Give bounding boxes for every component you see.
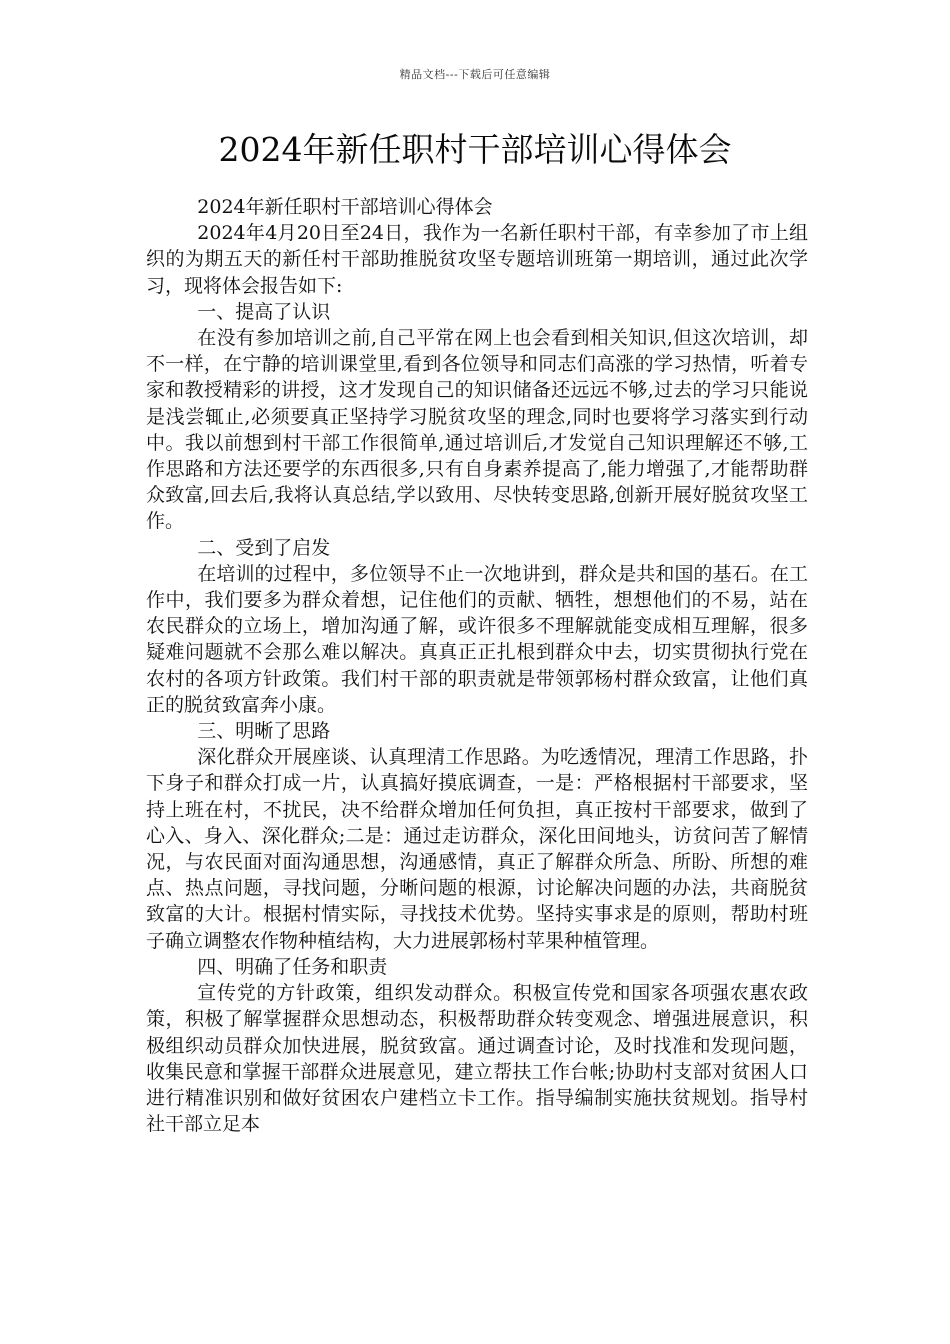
section-heading-1: 一、提高了认识 bbox=[197, 300, 331, 323]
section-body-1: 在没有参加培训之前,自己平常在网上也会看到相关知识,但这次培训，却不一样，在宁静的培训课堂里,看到各位领导和同志们高涨的学习热情，听着专家和教授精彩的讲授，这才发现自己的知识储备还远远不够,过去的学习只能说是浅尝辄止,必须要真正坚持学习脱贫攻坚的理念,同时也要将学习落实到行动中。我以前想到村干部工作很简单,通过培训后,才发觉自己知识理解还不够,工作思路和方法还要学的东西很多,只有自身素养提高了,能力增强了,才能帮助群众致富,回去后,我将认真总结,学以致用、尽快转变思路,创新开展好脱贫攻坚工作。 bbox=[146, 327, 808, 533]
section-body-3: 深化群众开展座谈、认真理清工作思路。为吃透情况，理清工作思路，扑下身子和群众打成一片，认真搞好摸底调查，一是：严格根据村干部要求，坚持上班在村，不扰民，决不给群众增加任何负担，真正按村干部要求，做到了心入、身入、深化群众;二是：通过走访群众，深化田间地头，访贫问苦了解情况，与农民面对面沟通思想，沟通感情，真正了解群众所急、所盼、所想的难点、热点问题，寻找问题，分晰问题的根源，讨论解决问题的办法，共商脱贫致富的大计。根据村情实际，寻找技术优势。坚持实事求是的原则，帮助村班子确立调整农作物种植结构，大力进展郭杨村苹果种植管理。 bbox=[146, 746, 808, 952]
section-body-2: 在培训的过程中，多位领导不止一次地讲到，群众是共和国的基石。在工作中，我们要多为群众着想，记住他们的贡献、牺牲，想想他们的不易，站在农民群众的立场上，增加沟通了解，或许很多不理解就能变成相互理解，很多疑难问题就不会那么难以解决。真真正正扎根到群众中去，切实贯彻执行党在农村的各项方针政策。我们村干部的职责就是带领郭杨村群众致富，让他们真正的脱贫致富奔小康。 bbox=[146, 562, 808, 716]
section-heading-3: 三、明晰了思路 bbox=[197, 720, 331, 743]
document-body bbox=[146, 194, 808, 1137]
document-title: 2024年新任职村干部培训心得体会 bbox=[218, 130, 732, 169]
section-heading-2: 二、受到了启发 bbox=[197, 536, 331, 559]
document-subtitle: 2024年新任职村干部培训心得体会 bbox=[197, 196, 493, 218]
header-note: 精品文档---下载后可任意编辑 bbox=[399, 68, 551, 81]
section-body-4: 宣传党的方针政策，组织发动群众。积极宣传党和国家各项强农惠农政策，积极了解掌握群众思想动态，积极帮助群众转变观念、增强进展意识，积极组织动员群众加快进展，脱贫致富。通过调查讨论，及时找准和发现问题，收集民意和掌握干部群众进展意见，建立帮扶工作台帐;协助村支部对贫困人口进行精准识别和做好贫困农户建档立卡工作。指导编制实施扶贫规划。指导村社干部立足本 bbox=[146, 982, 808, 1136]
section-heading-4: 四、明确了任务和职责 bbox=[197, 955, 388, 978]
intro-paragraph: 2024年4月20日至24日，我作为一名新任职村干部，有幸参加了市上组织的为期五天的新任村干部助推脱贫攻坚专题培训班第一期培训，通过此次学习，现将体会报告如下: bbox=[146, 222, 808, 297]
